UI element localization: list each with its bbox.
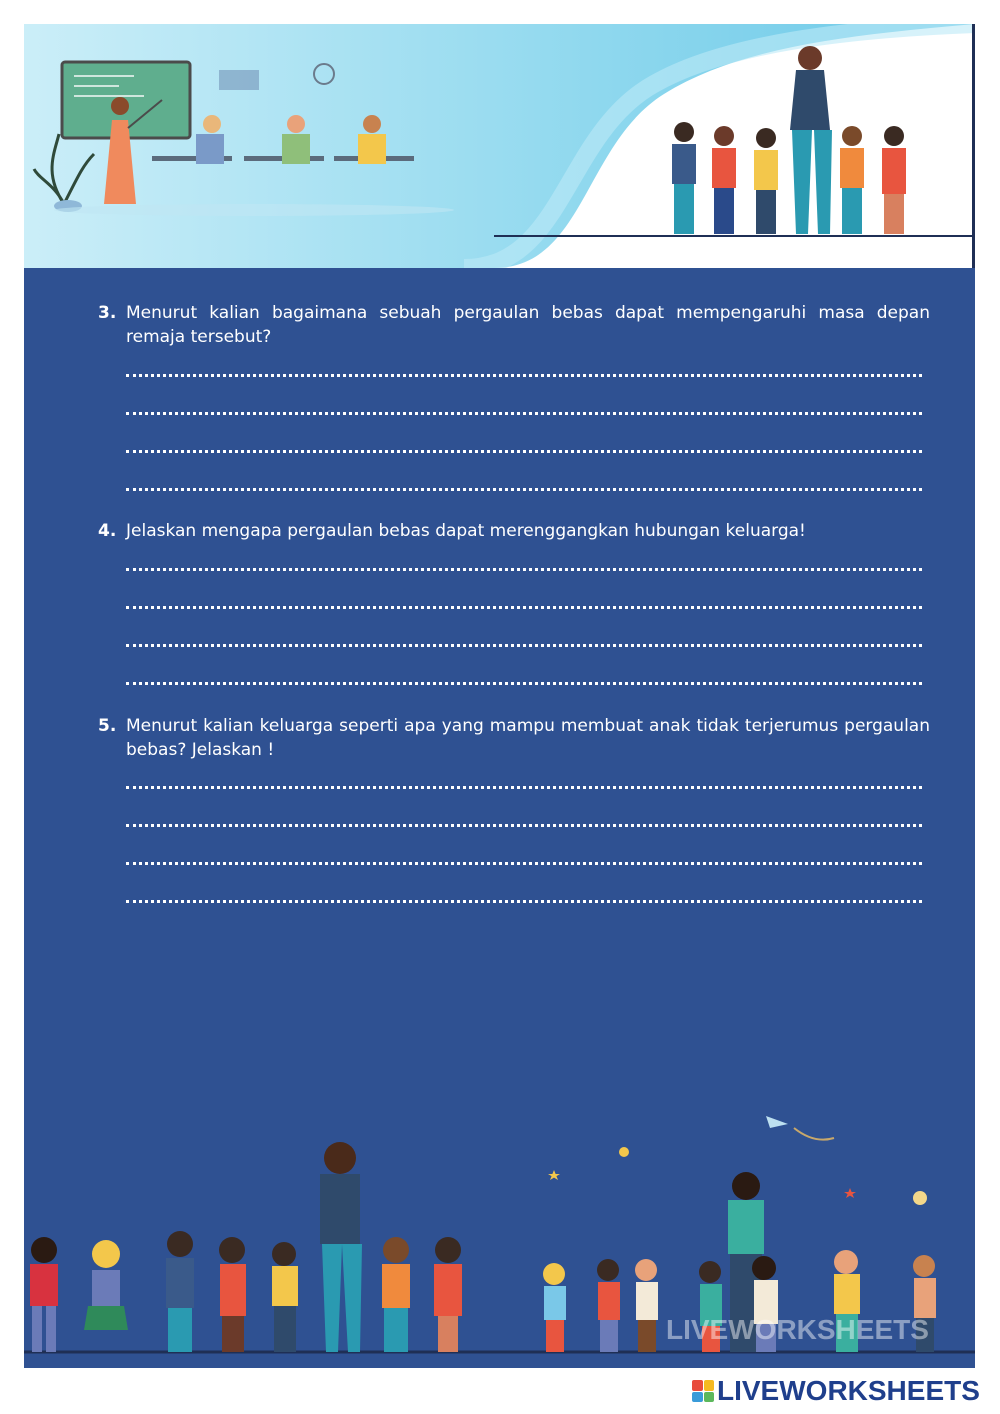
- answer-line[interactable]: [126, 862, 922, 865]
- answer-line[interactable]: [126, 488, 922, 491]
- answer-line[interactable]: [126, 606, 922, 609]
- question-4: [100, 519, 930, 543]
- question-4-text: Jelaskan mengapa pergaulan bebas dapat merenggangkan hubungan keluarga!: [126, 521, 806, 541]
- question-4-number: 4.: [98, 521, 117, 541]
- worksheet-page: [24, 24, 975, 1368]
- liveworksheets-logo[interactable]: [692, 1376, 980, 1406]
- question-5: [100, 714, 930, 762]
- header-illustration: [24, 24, 975, 268]
- answer-line[interactable]: [126, 682, 922, 685]
- liveworksheets-logo-icon: [692, 1380, 714, 1402]
- question-3-number: 3.: [98, 303, 117, 323]
- answer-line[interactable]: [126, 824, 922, 827]
- answer-line[interactable]: [126, 450, 922, 453]
- answer-line[interactable]: [126, 412, 922, 415]
- liveworksheets-logo-text: LIVEWORKSHEETS: [717, 1375, 980, 1406]
- liveworksheets-watermark: LIVEWORKSHEETS: [666, 1314, 929, 1345]
- question-3-text: Menurut kalian bagaimana sebuah pergaulan bebas dapat mempengaruhi masa depan remaja tersebut?: [126, 303, 930, 347]
- question-5-number: 5.: [98, 716, 117, 736]
- question-3: [100, 301, 930, 349]
- answer-line[interactable]: [126, 644, 922, 647]
- answer-line[interactable]: [126, 568, 922, 571]
- answer-line[interactable]: [126, 786, 922, 789]
- question-5-text: Menurut kalian keluarga seperti apa yang mampu membuat anak tidak terjerumus pergaulan bebas? Jelaskan !: [126, 716, 930, 760]
- answer-line[interactable]: [126, 374, 922, 377]
- answer-line[interactable]: [126, 900, 922, 903]
